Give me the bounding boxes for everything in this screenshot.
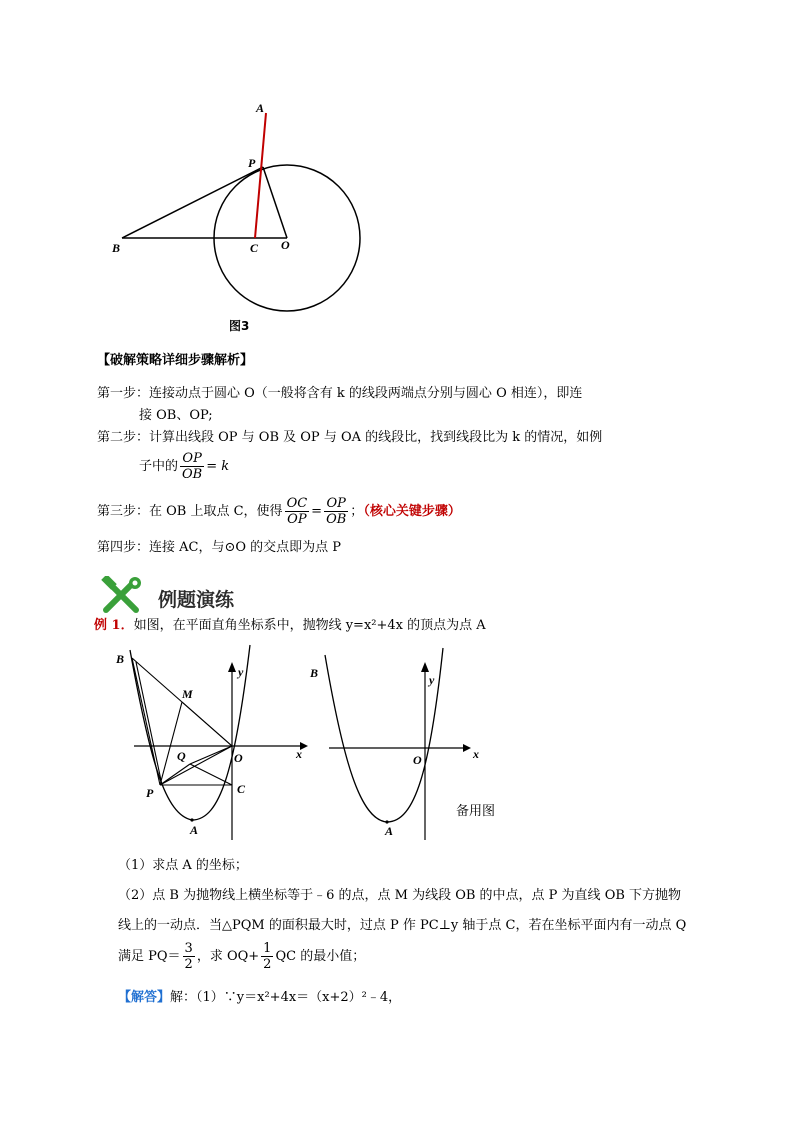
example-1-text: 如图，在平面直角坐标系中，抛物线 y=x²+4x 的顶点为点 A [133,618,486,633]
strategy-heading: 【破解策略详细步骤解析】 [97,353,254,368]
label-y: y [429,673,435,687]
q2-l3-a: 满足 PQ＝ [118,949,181,964]
segment-bp [132,658,160,785]
label-x: x [473,747,479,761]
step-3-prefix: 第三步：在 OB 上取点 C，使得 [97,504,283,519]
step-4: 第四步：连接 AC，与⊙O 的交点即为点 P [97,540,342,555]
step-1-line-2: 接 OB、OP; [139,408,213,423]
step-1-line-1: 第一步：连接动点于圆心 O（一般将含有 k 的线段两端点分别与圆心 O 相连），即连 [97,386,583,401]
x-axis-arrow [463,744,471,752]
label-b: B [112,241,121,255]
step-3 [97,496,461,527]
question-1: （1）求点 A 的坐标； [118,858,248,873]
example-1-statement [94,617,486,635]
label-a: A [385,824,394,838]
fraction-op-ob: $\frac{OP}{OB}$ [182,451,203,482]
figure-3-caption: 图3 [229,319,250,333]
label-p: P [146,786,154,800]
tools-icon [100,576,144,614]
segment-bp [122,167,263,238]
label-p: P [248,156,256,170]
segment-ac-red [255,113,266,238]
graph-left [110,640,315,845]
label-q: Q [177,749,186,763]
fraction-op-ob-2: $\frac{OP}{OB}$ [326,496,347,527]
step-2-prefix: 子中的 [139,459,179,474]
q2-l3-b: ，求 OQ+ [196,949,260,964]
answer-label: 【解答】 [118,990,171,1005]
answer-line [118,989,401,1007]
step-3-suffix: ； [350,504,364,519]
label-c: C [237,782,246,796]
label-b: B [310,666,319,680]
label-a: A [190,823,199,837]
label-o: O [281,238,290,252]
segment-po [263,167,287,238]
example-1-label: 例 1． [94,618,134,633]
key-step-note: （核心关键步骤） [363,504,461,519]
segment-qo [190,746,232,764]
fraction-oc-op: $\frac{OC}{OP}$ [286,496,308,527]
fraction-1-2: $\frac{1}{2}$ [263,941,272,972]
answer-text: 解：（1）∵y＝x²+4x＝（x+2）²﹣4， [170,990,402,1005]
step-2-line-2 [139,451,229,482]
question-2-line-2: 线上的一动点．当△PQM 的面积最大时，过点 P 作 PC⊥y 轴于点 C，若在坐标平面内有一动点 Q [118,918,687,933]
equals-sign: = [311,504,323,519]
step-2-line-1: 第二步：计算出线段 OP 与 OB 及 OP 与 OA 的线段比，找到线段比为 k 的情况，如例 [97,430,603,445]
q2-l3-c: QC 的最小值； [275,949,366,964]
segment-qc [190,764,232,785]
question-2-line-1: （2）点 B 为抛物线上横坐标等于﹣6 的点，点 M 为线段 OB 的中点，点 P 为直线 OB 下方抛物 [118,888,682,903]
label-x: x [296,747,302,761]
question-2-line-3 [118,941,365,972]
label-y: y [238,665,244,679]
label-a: A [256,101,265,115]
label-o: O [234,751,243,765]
point-a [190,818,193,821]
label-o: O [413,753,422,767]
spare-figure-caption: 备用图 [456,804,496,819]
equals-k: = k [206,459,230,474]
label-m: M [182,687,193,701]
segment-mo [182,702,232,746]
example-section-title: 例题演练 [158,589,235,611]
label-b: B [116,652,125,666]
figure-3-diagram [100,95,390,340]
y-axis-arrow [421,662,429,672]
label-c: C [250,241,259,255]
y-axis-arrow [228,662,236,672]
fraction-3-2: $\frac{3}{2}$ [184,941,193,972]
